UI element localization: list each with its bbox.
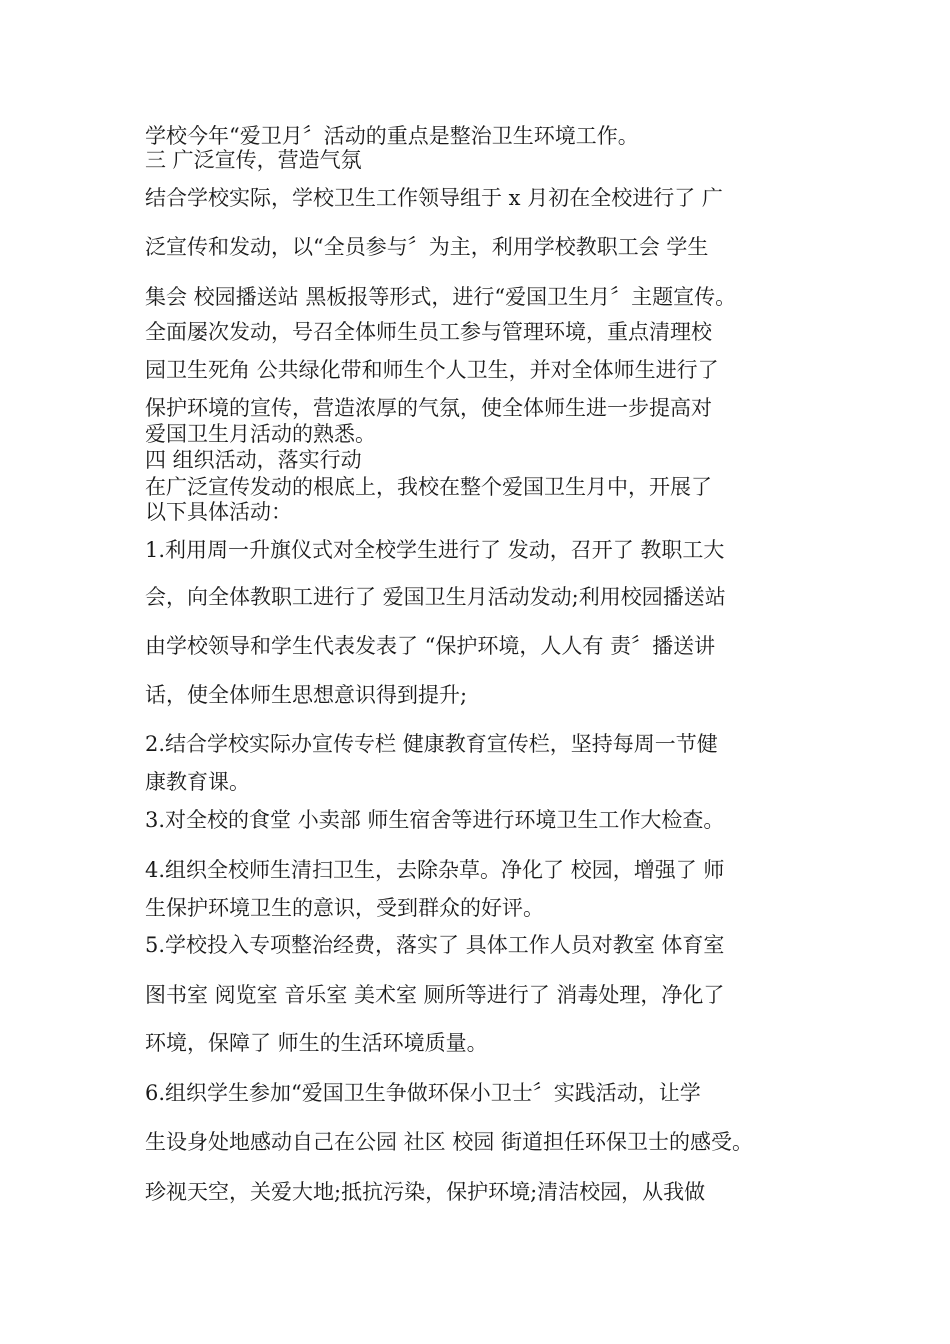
text-line: 环境，保障了 师生的生活环境质量。 xyxy=(145,1031,488,1055)
text-line: 话，使全体师生思想意识得到提升; xyxy=(145,683,468,707)
list-item: 6.组织学生参加“爱国卫生争做环保小卫士〞实践活动，让学 xyxy=(145,1081,701,1105)
text-line: 结合学校实际，学校卫生工作领导组于 x 月初在全校进行了 广 xyxy=(145,186,723,210)
text-line: 图书室 阅览室 音乐室 美术室 厕所等进行了 消毒处理，净化了 xyxy=(145,983,725,1007)
text-line: 保护环境的宣传，营造浓厚的气氛，使全体师生进一步提高对 xyxy=(145,396,712,420)
text-line: 园卫生死角 公共绿化带和师生个人卫生，并对全体师生进行了 xyxy=(145,358,719,382)
text-line: 在广泛宣传发动的根底上，我校在整个爱国卫生月中，开展了 xyxy=(145,475,712,499)
list-item: 3.对全校的食堂 小卖部 师生宿舍等进行环境卫生工作大检查。 xyxy=(145,808,725,832)
text-line: 由学校领导和学生代表发表了 “保护环境，人人有 责〞播送讲 xyxy=(145,634,716,658)
list-item: 2.结合学校实际办宣传专栏 健康教育宣传栏，坚持每周一节健 xyxy=(145,732,718,756)
text-line: 泛宣传和发动，以“全员参与〞为主，利用学校教职工会 学生 xyxy=(145,235,709,259)
text-line: 集会 校园播送站 黑板报等形式，进行“爱国卫生月〞主题宣传。 xyxy=(145,285,737,309)
text-line: 会，向全体教职工进行了 爱国卫生月活动发动;利用校园播送站 xyxy=(145,585,726,609)
list-item: 4.组织全校师生清扫卫生，去除杂草。净化了 校园，增强了 师 xyxy=(145,858,725,882)
list-item: 1.利用周一升旗仪式对全校学生进行了 发动，召开了 教职工大 xyxy=(145,538,725,562)
text-line: 学校今年“爱卫月〞活动的重点是整治卫生环境工作。 xyxy=(145,124,639,148)
text-line: 以下具体活动： xyxy=(145,500,292,524)
text-line: 爱国卫生月活动的熟悉。 xyxy=(145,422,376,446)
list-item: 5.学校投入专项整治经费，落实了 具体工作人员对教室 体育室 xyxy=(145,933,725,957)
section-heading: 四 组织活动，落实行动 xyxy=(145,448,362,472)
text-line: 珍视天空，关爱大地;抵抗污染，保护环境;清洁校园，从我做 xyxy=(145,1180,706,1204)
text-line: 全面屡次发动，号召全体师生员工参与管理环境，重点清理校 xyxy=(145,320,712,344)
text-line: 康教育课。 xyxy=(145,770,250,794)
text-line: 生保护环境卫生的意识，受到群众的好评。 xyxy=(145,896,544,920)
section-heading: 三 广泛宣传，营造气氛 xyxy=(145,148,362,172)
text-line: 生设身处地感动自己在公园 社区 校园 街道担任环保卫士的感受。 xyxy=(145,1130,754,1154)
